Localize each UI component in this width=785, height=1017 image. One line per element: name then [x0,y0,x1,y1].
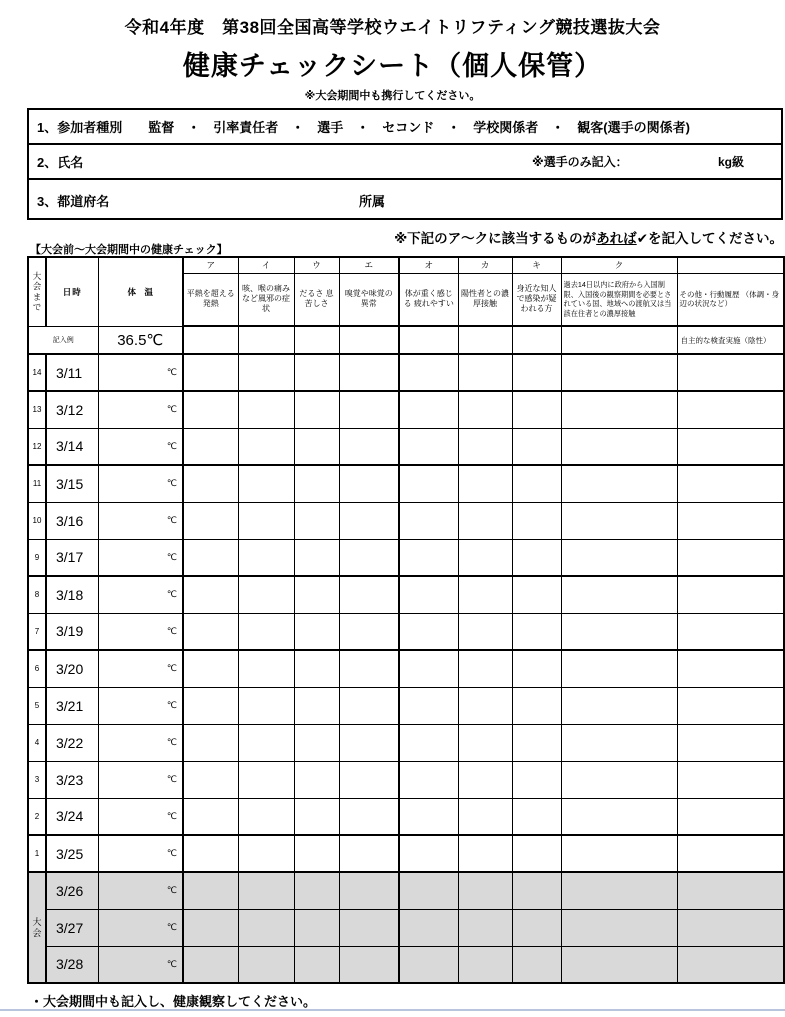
check-cell [339,465,399,502]
check-cell [512,946,561,983]
days-until-cell: 12 [28,428,46,465]
check-cell [399,613,458,650]
check-cell [512,687,561,724]
check-cell [399,761,458,798]
check-cell [458,946,512,983]
notes-cell [677,761,784,798]
check-cell [399,872,458,909]
check-cell [183,687,238,724]
check-cell [512,428,561,465]
col-desc-heaviness: 体が重く感じる 疲れやすい [399,273,458,326]
check-cell [561,576,677,613]
date-cell: 3/11 [46,354,98,391]
daily-check-row [28,502,784,539]
check-cell [294,909,339,946]
notes-cell [677,650,784,687]
example-temperature: 36.5℃ [98,326,183,354]
daily-check-row [28,391,784,428]
daily-check-row [28,354,784,391]
check-cell [512,798,561,835]
date-cell: 3/14 [46,428,98,465]
athlete-only-note: ※選手のみ記入： [532,155,628,169]
check-cell [399,502,458,539]
temperature-cell: ℃ [98,650,183,687]
check-cell [183,835,238,872]
health-check-table [27,256,785,984]
col-letter-a: ア [183,257,238,273]
days-until-cell: 7 [28,613,46,650]
temperature-cell: ℃ [98,798,183,835]
check-cell [399,909,458,946]
check-cell [561,650,677,687]
check-cell [561,354,677,391]
check-cell [561,872,677,909]
date-cell: 3/25 [46,835,98,872]
check-cell [183,872,238,909]
check-cell [294,539,339,576]
check-cell [458,391,512,428]
col-desc-travel: 過去14日以内に政府から入国制限、入国後の観察期間を必要とされている国、地域への渡航又は当該在住者との濃厚接触 [561,273,677,326]
check-cell [399,326,458,354]
check-cell [294,428,339,465]
col-desc-suspected-contact: 身近な知人で感染が疑われる方 [512,273,561,326]
check-cell [294,761,339,798]
days-until-cell: 10 [28,502,46,539]
days-until-cell: 3 [28,761,46,798]
check-cell [238,354,294,391]
check-cell [561,687,677,724]
notes-cell [677,465,784,502]
check-cell [339,576,399,613]
check-cell [512,761,561,798]
check-cell [294,326,339,354]
check-cell [512,465,561,502]
check-cell [561,465,677,502]
notes-cell [677,576,784,613]
prefecture-row [29,180,781,220]
check-cell [238,724,294,761]
date-cell: 3/24 [46,798,98,835]
temperature-cell: ℃ [98,576,183,613]
temperature-cell: ℃ [98,835,183,872]
check-cell [294,613,339,650]
notes-cell [677,724,784,761]
check-cell [458,687,512,724]
notes-cell [677,909,784,946]
check-cell [183,428,238,465]
check-cell [183,391,238,428]
check-cell [458,761,512,798]
check-cell [399,391,458,428]
check-cell [561,613,677,650]
check-cell [339,761,399,798]
check-cell [561,724,677,761]
check-cell [183,502,238,539]
weight-class-unit: kg級 [718,155,745,169]
check-cell [399,354,458,391]
table-letter-header-row [28,257,784,273]
example-row [28,326,784,354]
col-letter-o: オ [399,257,458,273]
date-cell: 3/16 [46,502,98,539]
participant-type-options: 監督 ・ 引率責任者 ・ 選手 ・ セコンド ・ 学校関係者 ・ 観客(選手の関係者) [148,120,690,135]
check-cell [458,539,512,576]
col-desc-fatigue: だるさ 息苦しさ [294,273,339,326]
date-cell: 3/19 [46,613,98,650]
participant-info-box [27,108,783,220]
notes-cell [677,687,784,724]
check-cell [238,798,294,835]
temperature-cell: ℃ [98,946,183,983]
check-cell [399,539,458,576]
date-cell: 3/22 [46,724,98,761]
daily-check-row [28,465,784,502]
date-cell: 3/17 [46,539,98,576]
check-cell [399,798,458,835]
window-edge-line [0,1009,785,1011]
temperature-cell: ℃ [98,724,183,761]
check-cell [458,872,512,909]
event-day-row [28,872,784,909]
check-cell [561,502,677,539]
check-cell [294,354,339,391]
check-cell [458,798,512,835]
notes-cell [677,502,784,539]
check-cell [294,502,339,539]
check-cell [512,872,561,909]
check-cell [512,835,561,872]
check-cell [339,909,399,946]
check-cell [238,909,294,946]
notes-cell [677,946,784,983]
section-caption: 【大会前～大会期間中の健康チェック】 [30,244,228,256]
check-cell [458,835,512,872]
check-cell [183,539,238,576]
example-other: 自主的な検査実施（陰性） [677,326,784,354]
check-cell [339,724,399,761]
temperature-cell: ℃ [98,687,183,724]
check-cell [339,687,399,724]
temperature-cell: ℃ [98,391,183,428]
check-cell [512,391,561,428]
col-desc-close-contact: 陽性者との濃厚接触 [458,273,512,326]
check-cell [561,798,677,835]
check-cell [339,946,399,983]
check-cell [294,576,339,613]
days-until-cell: 13 [28,391,46,428]
name-label: 2、氏名 [37,155,84,170]
temperature-cell: ℃ [98,761,183,798]
check-cell [339,428,399,465]
temperature-cell: ℃ [98,465,183,502]
check-cell [512,326,561,354]
check-cell [238,576,294,613]
col-letter-ka: カ [458,257,512,273]
check-cell [399,465,458,502]
check-cell [458,465,512,502]
event-title: 令和4年度 第38回全国高等学校ウエイトリフティング競技選抜大会 [124,18,661,37]
page-title: 健康チェックシート（個人保管） [182,51,603,81]
check-cell [238,687,294,724]
date-cell: 3/28 [46,946,98,983]
check-cell [238,650,294,687]
check-cell [561,946,677,983]
col-letter-ku: ク [561,257,677,273]
check-cell [512,724,561,761]
check-cell [183,724,238,761]
col-letter-e: エ [339,257,399,273]
event-day-row [28,946,784,983]
date-cell: 3/20 [46,650,98,687]
col-header-days-until: 大会まで [28,257,46,326]
participant-type-row [29,110,781,145]
temperature-cell: ℃ [98,354,183,391]
daily-check-row [28,613,784,650]
notes-cell [677,539,784,576]
temperature-cell: ℃ [98,909,183,946]
check-cell [238,946,294,983]
check-cell [238,539,294,576]
check-cell [399,650,458,687]
date-cell: 3/23 [46,761,98,798]
temperature-cell: ℃ [98,872,183,909]
check-cell [399,724,458,761]
check-cell [238,872,294,909]
check-cell [512,539,561,576]
check-cell [294,872,339,909]
check-cell [512,909,561,946]
temperature-cell: ℃ [98,539,183,576]
check-cell [238,835,294,872]
check-cell [399,946,458,983]
check-cell [339,391,399,428]
col-desc-other-history: その他・行動履歴 （体調・身辺の状況など） [677,273,784,326]
prefecture-label: 3、都道府名 [37,193,110,209]
col-letter-other [677,257,784,273]
check-cell [238,502,294,539]
check-cell [458,613,512,650]
check-cell [399,835,458,872]
date-cell: 3/18 [46,576,98,613]
date-cell: 3/15 [46,465,98,502]
check-cell [561,428,677,465]
check-cell [183,613,238,650]
days-until-cell: 6 [28,650,46,687]
check-cell [238,326,294,354]
check-cell [561,761,677,798]
check-cell [294,946,339,983]
notes-cell [677,798,784,835]
check-cell [294,391,339,428]
check-instruction-underlined: あれば [596,231,637,246]
notes-cell [677,354,784,391]
check-cell [399,428,458,465]
check-cell [183,354,238,391]
daily-check-row [28,650,784,687]
check-cell [294,798,339,835]
check-cell [339,326,399,354]
check-cell [512,354,561,391]
check-cell [339,613,399,650]
notes-cell [677,391,784,428]
date-cell: 3/12 [46,391,98,428]
check-cell [238,761,294,798]
check-cell [183,465,238,502]
days-until-cell: 14 [28,354,46,391]
temperature-cell: ℃ [98,428,183,465]
footer-note: ・大会期間中も記入し、健康観察してください。 [30,994,317,1009]
temperature-cell: ℃ [98,502,183,539]
daily-check-row [28,835,784,872]
col-letter-i: イ [238,257,294,273]
days-until-cell: 11 [28,465,46,502]
check-cell [458,576,512,613]
daily-check-row [28,576,784,613]
days-until-cell: 8 [28,576,46,613]
check-cell [339,872,399,909]
check-cell [399,576,458,613]
col-letter-ki: キ [512,257,561,273]
check-instruction-prefix: ※下記のア～クに該当するものが [394,231,597,246]
date-cell: 3/26 [46,872,98,909]
check-cell [512,502,561,539]
check-cell [458,354,512,391]
daily-check-row [28,724,784,761]
check-cell [294,465,339,502]
days-until-cell: 5 [28,687,46,724]
check-cell [183,761,238,798]
notes-cell [677,835,784,872]
check-cell [339,539,399,576]
check-cell [458,428,512,465]
check-cell [183,798,238,835]
daily-check-row [28,428,784,465]
check-cell [339,835,399,872]
check-instruction-suffix: ✔を記入してください。 [636,231,783,246]
example-label: 記入例 [28,326,98,354]
date-cell: 3/27 [46,909,98,946]
check-cell [561,326,677,354]
col-header-temperature: 体 温 [98,257,183,326]
check-cell [458,502,512,539]
days-until-cell: 4 [28,724,46,761]
check-cell [339,650,399,687]
event-label-cell: 大会 [28,872,46,983]
date-cell: 3/21 [46,687,98,724]
temperature-cell: ℃ [98,613,183,650]
col-desc-cough: 咳、喉の痛みなど風邪の症状 [238,273,294,326]
check-cell [561,539,677,576]
carry-note: ※大会期間中も携行してください。 [304,90,481,102]
check-cell [183,326,238,354]
event-day-row [28,909,784,946]
check-cell [399,687,458,724]
daily-check-row [28,539,784,576]
check-cell [561,391,677,428]
col-header-date: 日時 [46,257,98,326]
daily-check-row [28,798,784,835]
notes-cell [677,872,784,909]
check-cell [512,650,561,687]
days-until-cell: 2 [28,798,46,835]
check-cell [183,946,238,983]
check-cell [294,687,339,724]
check-cell [339,798,399,835]
check-instruction [27,227,783,247]
check-cell [294,650,339,687]
check-cell [238,465,294,502]
check-cell [238,391,294,428]
col-letter-u: ウ [294,257,339,273]
col-desc-smell-taste: 嗅覚や味覚の異常 [339,273,399,326]
check-cell [183,576,238,613]
check-cell [512,576,561,613]
participant-type-label: 1、参加者種別 [37,120,123,135]
check-cell [238,428,294,465]
check-cell [561,909,677,946]
check-cell [512,613,561,650]
check-cell [294,724,339,761]
check-cell [561,835,677,872]
affiliation-label: 所属 [359,193,386,209]
check-cell [294,835,339,872]
col-desc-fever: 平熱を超える発熱 [183,273,238,326]
daily-check-row [28,687,784,724]
check-cell [458,650,512,687]
check-cell [339,502,399,539]
notes-cell [677,613,784,650]
notes-cell [677,428,784,465]
days-until-cell: 9 [28,539,46,576]
check-cell [458,724,512,761]
check-cell [339,354,399,391]
check-cell [183,650,238,687]
check-cell [238,613,294,650]
check-cell [458,326,512,354]
check-cell [458,909,512,946]
daily-check-row [28,761,784,798]
days-until-cell: 1 [28,835,46,872]
check-cell [183,909,238,946]
name-row [29,145,781,180]
